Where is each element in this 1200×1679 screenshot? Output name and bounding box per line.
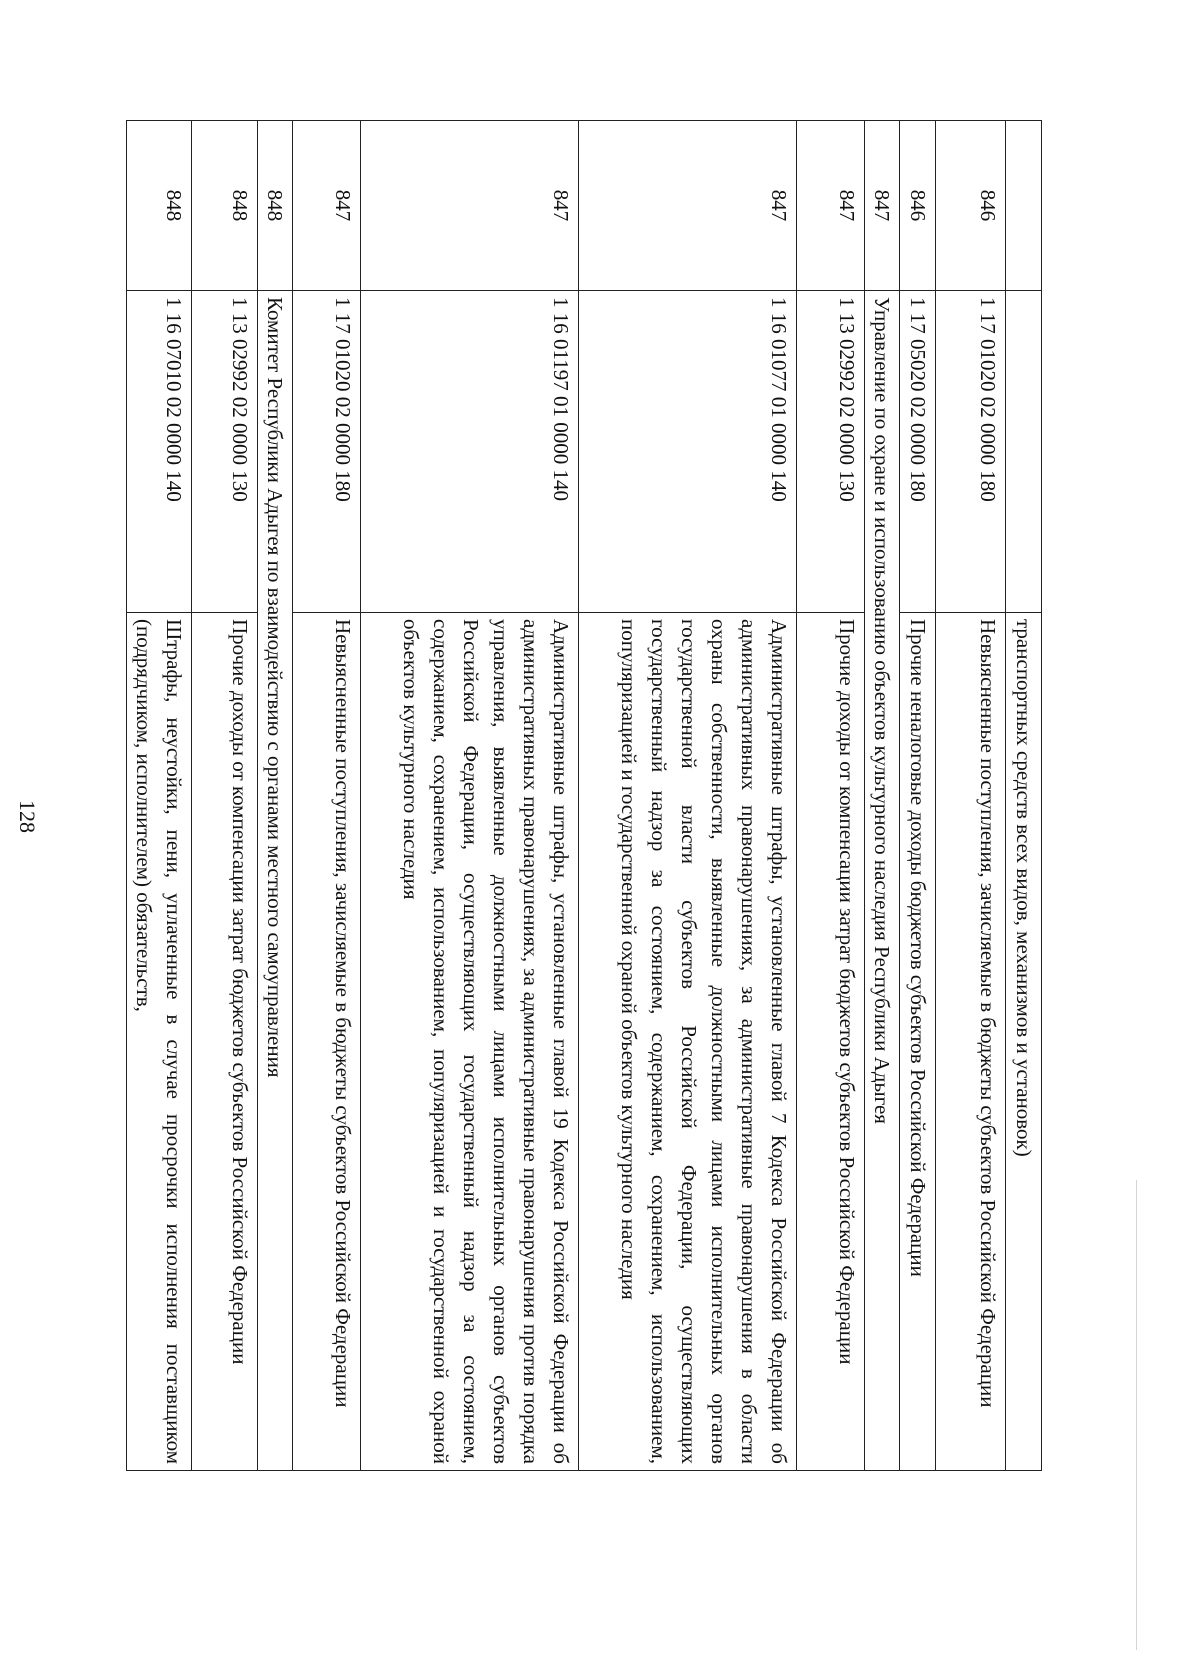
admin-code-cell bbox=[1006, 121, 1042, 291]
income-name-cell: транспортных средств всех видов, механизмов и установок) bbox=[1006, 613, 1042, 1471]
scan-edge-line bbox=[1136, 1180, 1137, 1650]
budget-code-cell: 1 16 07010 02 0000 140 bbox=[127, 291, 192, 613]
income-name-cell: Административные штрафы, установленные главой 7 Кодекса Российской Федерации об административных правонарушениях, за административные правонарушения в области охраны собственности, выявленные должностными лицами исполнительных органов государственной власти субъектов Российской Федерации, осуществляющих государственный надзор за состоянием, содержанием, сохранением, использованием, популяризацией и государственной охраной объектов культурного наследия bbox=[579, 613, 797, 1471]
admin-code-cell: 847 bbox=[361, 121, 579, 291]
table-row bbox=[127, 121, 192, 1471]
income-name-cell: Прочие доходы от компенсации затрат бюджетов субъектов Российской Федерации bbox=[192, 613, 258, 1471]
admin-code-cell: 847 bbox=[579, 121, 797, 291]
table-row bbox=[1006, 121, 1042, 1471]
budget-code-cell: 1 16 01077 01 0000 140 bbox=[579, 291, 797, 613]
budget-code-cell: 1 13 02992 02 0000 130 bbox=[797, 291, 865, 613]
table-row bbox=[936, 121, 1006, 1471]
budget-code-cell: 1 17 01020 02 0000 180 bbox=[936, 291, 1006, 613]
income-name-cell: Штрафы, неустойки, пени, уплаченные в случае просрочки исполнения поставщиком (подрядчиком, исполнителем) обязательств, bbox=[127, 613, 192, 1471]
income-codes-table bbox=[126, 120, 1042, 1471]
income-name-cell: Прочие неналоговые доходы бюджетов субъектов Российской Федерации bbox=[900, 613, 936, 1471]
budget-code-cell: 1 17 01020 02 0000 180 bbox=[293, 291, 361, 613]
admin-code-cell: 846 bbox=[900, 121, 936, 291]
admin-code-cell: 847 bbox=[293, 121, 361, 291]
page-number: 128 bbox=[15, 800, 40, 833]
table-row bbox=[900, 121, 936, 1471]
table-row bbox=[293, 121, 361, 1471]
admin-code-cell: 848 bbox=[258, 121, 293, 291]
budget-code-cell: 1 13 02992 02 0000 130 bbox=[192, 291, 258, 613]
income-name-cell: Административные штрафы, установленные главой 19 Кодекса Российской Федерации об административных правонарушениях, за административные правонарушения против порядка управления, выявленные должностными лицами исполнительных органов субъектов Российской Федерации, осуществляющих государственный надзор за состоянием, содержанием, сохранением, использованием, популяризацией и государственной охраной объектов культурного наследия bbox=[361, 613, 579, 1471]
table-row bbox=[579, 121, 797, 1471]
table-row bbox=[361, 121, 579, 1471]
admin-code-cell: 847 bbox=[797, 121, 865, 291]
budget-code-cell: 1 16 01197 01 0000 140 bbox=[361, 291, 579, 613]
section-row bbox=[865, 121, 900, 1471]
income-name-cell: Невыясненные поступления, зачисляемые в бюджеты субъектов Российской Федерации bbox=[936, 613, 1006, 1471]
income-name-cell: Невыясненные поступления, зачисляемые в бюджеты субъектов Российской Федерации bbox=[293, 613, 361, 1471]
admin-code-cell: 848 bbox=[192, 121, 258, 291]
section-title-cell: Комитет Республики Адыгея по взаимодействию с органами местного самоуправления bbox=[258, 291, 293, 1471]
income-name-cell: Прочие доходы от компенсации затрат бюджетов субъектов Российской Федерации bbox=[797, 613, 865, 1471]
section-row bbox=[258, 121, 293, 1471]
section-title-cell: Управление по охране и использованию объектов культурного наследия Республики Адыгея bbox=[865, 291, 900, 1471]
table-row bbox=[192, 121, 258, 1471]
admin-code-cell: 848 bbox=[127, 121, 192, 291]
budget-code-cell: 1 17 05020 02 0000 180 bbox=[900, 291, 936, 613]
table-row bbox=[797, 121, 865, 1471]
budget-code-cell bbox=[1006, 291, 1042, 613]
admin-code-cell: 847 bbox=[865, 121, 900, 291]
admin-code-cell: 846 bbox=[936, 121, 1006, 291]
table-container bbox=[132, 120, 1042, 1470]
